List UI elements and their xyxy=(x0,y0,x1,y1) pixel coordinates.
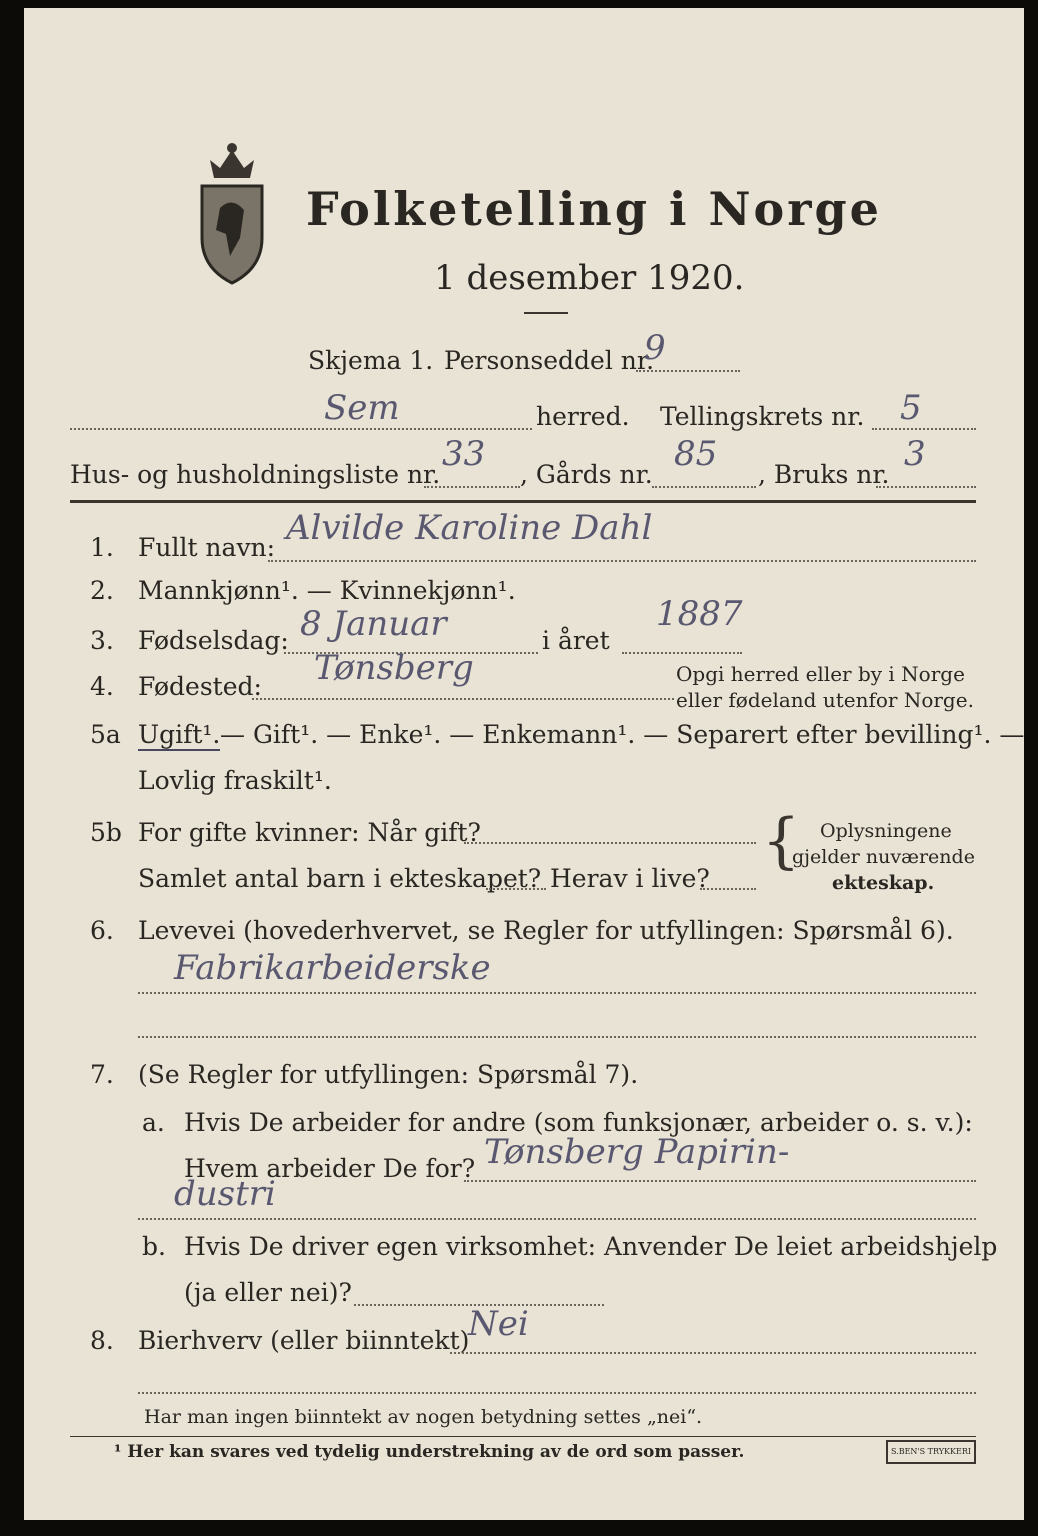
tellingskrets-value[interactable]: 5 xyxy=(900,388,922,428)
footnote: ¹ Her kan svares ved tydelig understrekning av de ord som passer. xyxy=(114,1442,745,1462)
birthplace-value[interactable]: Tønsberg xyxy=(314,648,474,688)
employer-value-2[interactable]: dustri xyxy=(174,1174,276,1214)
q5b-alive-line xyxy=(700,888,756,890)
hus-line xyxy=(424,486,520,488)
form-title: Folketelling i Norge xyxy=(306,182,882,236)
side-income-value[interactable]: Nei xyxy=(468,1304,529,1344)
q6-number: 6. xyxy=(90,916,114,945)
q6-line-2 xyxy=(138,1036,976,1038)
q5b-label-3: Herav i live? xyxy=(550,864,710,893)
q3-number: 3. xyxy=(90,626,114,655)
q5b-number: 5b xyxy=(90,818,122,847)
q5b-label-2: Samlet antal barn i ekteskapet? xyxy=(138,864,542,893)
q4-label: Fødested: xyxy=(138,672,262,701)
bruks-value[interactable]: 3 xyxy=(904,434,926,474)
hus-label: Hus- og husholdningsliste nr. xyxy=(70,460,441,489)
q8-line-2 xyxy=(138,1392,976,1394)
herred-line xyxy=(70,428,532,430)
q3-year-line xyxy=(622,652,742,654)
schema-label: Skjema 1. xyxy=(308,346,434,375)
footer-divider xyxy=(70,1436,976,1437)
q7b-letter: b. xyxy=(142,1232,166,1261)
bruks-label: , Bruks nr. xyxy=(758,460,890,489)
employer-value-1[interactable]: Tønsberg Papirin- xyxy=(484,1132,790,1172)
q7a-letter: a. xyxy=(142,1108,165,1137)
q7-label: (Se Regler for utfyllingen: Spørsmål 7). xyxy=(138,1060,639,1089)
gender-options: Mannkjønn¹. — Kvinnekjønn¹. xyxy=(138,576,516,605)
q4-note-1: Opgi herred eller by i Norge xyxy=(676,662,965,686)
gards-label: , Gårds nr. xyxy=(520,460,653,489)
marital-options: — Gift¹. — Enke¹. — Enkemann¹. — Separert efter bevilling¹. — xyxy=(220,720,1025,749)
coat-of-arms-icon xyxy=(192,138,272,288)
birth-year-value[interactable]: 1887 xyxy=(656,594,743,634)
q6-label: Levevei (hovederhvervet, se Regler for utfyllingen: Spørsmål 6). xyxy=(138,916,954,945)
occupation-value[interactable]: Fabrikarbeiderske xyxy=(174,948,491,988)
q8-label: Bierhverv (eller biinntekt) xyxy=(138,1326,470,1355)
census-form xyxy=(24,8,1024,1520)
q7a-line-1 xyxy=(464,1180,976,1182)
bruks-line xyxy=(876,486,976,488)
q3-year-label: i året xyxy=(542,626,610,655)
q4-note-2: eller fødeland utenfor Norge. xyxy=(676,688,974,712)
personseddel-value[interactable]: 9 xyxy=(644,328,666,368)
marital-fraskilt: Lovlig fraskilt¹. xyxy=(138,766,332,795)
q7b-label-2: (ja eller nei)? xyxy=(184,1278,352,1307)
q5b-label-1: For gifte kvinner: Når gift? xyxy=(138,818,481,847)
q5b-note-2: gjelder nuværende xyxy=(792,846,975,868)
q7-number: 7. xyxy=(90,1060,114,1089)
q5b-note-1: Oplysningene xyxy=(820,820,952,842)
personseddel-line xyxy=(636,370,740,372)
gards-line xyxy=(652,486,756,488)
q4-number: 4. xyxy=(90,672,114,701)
q5b-children-line xyxy=(486,888,546,890)
marital-ugift[interactable]: Ugift¹. xyxy=(138,720,221,749)
q4-line xyxy=(252,698,674,700)
footer-note: Har man ingen biinntekt av nogen betydning settes „nei“. xyxy=(144,1406,703,1428)
q3-label: Fødselsdag: xyxy=(138,626,289,655)
printer-stamp: S.BEN'S TRYKKERI xyxy=(886,1440,976,1464)
q5b-brace: { xyxy=(762,806,801,876)
hus-value[interactable]: 33 xyxy=(442,434,486,474)
q6-line-1 xyxy=(138,992,976,994)
q5b-married-line xyxy=(464,842,756,844)
tellingskrets-line xyxy=(872,428,976,430)
gards-value[interactable]: 85 xyxy=(674,434,718,474)
header-divider xyxy=(70,500,976,503)
personseddel-label: Personseddel nr. xyxy=(444,346,655,375)
q2-number: 2. xyxy=(90,576,114,605)
q5b-note-3: ekteskap. xyxy=(832,872,935,894)
q1-label: Fullt navn: xyxy=(138,533,276,562)
q1-line xyxy=(268,560,976,562)
tellingskrets-label: Tellingskrets nr. xyxy=(660,402,865,431)
title-divider xyxy=(524,312,568,314)
birth-day-value[interactable]: 8 Januar xyxy=(300,604,447,644)
q7a-label: Hvis De arbeider for andre (som funksjonær, arbeider o. s. v.): xyxy=(184,1108,973,1137)
q5a-number: 5a xyxy=(90,720,121,749)
full-name-value[interactable]: Alvilde Karoline Dahl xyxy=(286,508,653,548)
q7a-line-2 xyxy=(138,1218,976,1220)
q8-number: 8. xyxy=(90,1326,114,1355)
q7a-label-2: Hvem arbeider De for? xyxy=(184,1154,476,1183)
q8-line xyxy=(450,1352,976,1354)
q7b-label: Hvis De driver egen virksomhet: Anvender De leiet arbeidshjelp xyxy=(184,1232,998,1261)
herred-value[interactable]: Sem xyxy=(324,388,400,428)
census-date: 1 desember 1920. xyxy=(434,258,745,298)
q1-number: 1. xyxy=(90,533,114,562)
herred-label: herred. xyxy=(536,402,630,431)
